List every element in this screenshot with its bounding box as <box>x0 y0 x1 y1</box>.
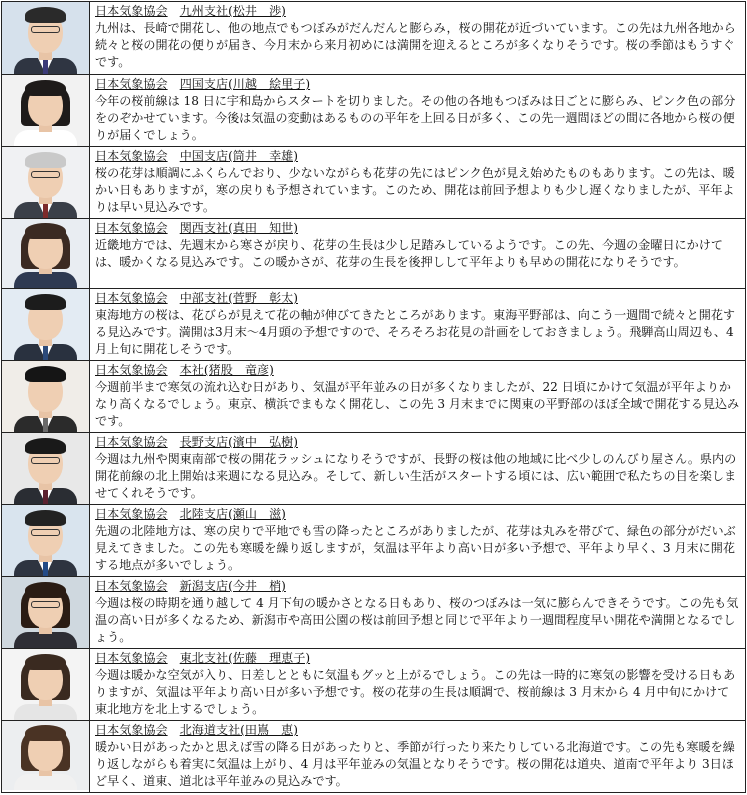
org-name: 日本気象協会 <box>95 291 168 305</box>
branch-name: 中国支店 <box>179 149 229 163</box>
org-name: 日本気象協会 <box>95 4 168 18</box>
comment-cell <box>90 649 746 721</box>
staff-name: (瀬山 滋) <box>228 507 286 521</box>
entry-heading <box>90 147 745 165</box>
forecast-comment: 今週は暖かな空気が入り、日差しとともに気温もグッと上がるでしょう。この先は一時的に寒気の影響を受ける日もありますが、気温は平年より高い日が多い予想です。桜の花芽の生長は順調で、桜前線は 3 月末から 4 月中旬にかけて東北地方を北上するでしょう。 <box>95 668 736 716</box>
branch-row-6 <box>2 361 746 433</box>
branch-name: 長野支店 <box>179 435 229 449</box>
org-name: 日本気象協会 <box>95 723 168 737</box>
forecast-comment: 近畿地方では、先週末から寒さが戻り、花芽の生長は少し足踏みしているようです。この先、今週の金曜日にかけては、暖かくなる見込みです。この暖かさが、花芽の生長を後押しして平年よりも早めの開花になりそうです。 <box>95 238 723 269</box>
entry-heading <box>90 721 745 739</box>
entry-heading <box>90 219 745 237</box>
staff-name: (筒井 幸雄) <box>228 149 298 163</box>
comment-cell <box>90 361 746 433</box>
entry-heading <box>90 505 745 523</box>
entry-heading <box>90 433 745 451</box>
branch-name: 中部支社 <box>179 291 229 305</box>
staff-photo <box>2 289 89 360</box>
branch-row-5 <box>2 289 746 361</box>
staff-photo <box>2 505 89 576</box>
comment-cell <box>90 75 746 147</box>
staff-name: (川越 絵里子) <box>228 77 311 91</box>
org-name: 日本気象協会 <box>95 651 168 665</box>
staff-photo <box>2 219 89 288</box>
forecast-comment: 今年の桜前線は 18 日に宇和島からスタートを切りました。その他の各地もつぼみは日ごとに膨らみ、ピンク色の部分をのぞかせています。今後は気温の変動はあるものの平年を上回る日が多く、この先一週間ほどの間に各地から桜の便りが届くでしょう。 <box>95 94 736 142</box>
staff-photo <box>2 433 89 504</box>
entry-heading <box>90 289 745 307</box>
entry-heading <box>90 2 745 20</box>
org-name: 日本気象協会 <box>95 579 168 593</box>
forecast-comment: 九州は、長崎で開花し、他の地点でもつぼみがだんだんと膨らみ，桜の開花が近づいています。この先は九州各地から続々と桜の開花の便りが届き、今月末から来月初めには満開を迎えるところが多くなりそうです。桜の季節はもうすぐです。 <box>95 21 736 69</box>
staff-photo <box>2 577 89 648</box>
staff-name: (松井 渉) <box>228 4 286 18</box>
branch-name: 関西支社 <box>179 221 229 235</box>
photo-cell <box>2 721 90 793</box>
branch-name: 北陸支店 <box>179 507 229 521</box>
comment-cell <box>90 289 746 361</box>
entry-heading <box>90 75 745 93</box>
branch-name: 北海道支社 <box>179 723 241 737</box>
forecast-comment: 今週は桜の時期を通り越して 4 月下旬の暖かさとなる日もあり、桜のつぼみは一気に膨らんできそうです。この先も気温の高い日が多くなるため、新潟市や高田公園の桜は前回予想と同じで平年より一週間程度早い開花や満開となるでしょう。 <box>95 596 739 644</box>
staff-photo <box>2 361 89 432</box>
entry-heading <box>90 361 745 379</box>
staff-photo <box>2 2 89 74</box>
staff-name: (猪股 竜彦) <box>203 363 274 377</box>
branch-name: 九州支社 <box>179 4 229 18</box>
staff-name: (田嶌 恵) <box>240 723 298 737</box>
branch-row-8 <box>2 505 746 577</box>
branch-row-7 <box>2 433 746 505</box>
staff-name: (真田 知世) <box>228 221 298 235</box>
comment-cell <box>90 219 746 289</box>
branch-row-2 <box>2 75 746 147</box>
photo-cell <box>2 289 90 361</box>
photo-cell <box>2 147 90 219</box>
branch-row-10 <box>2 649 746 721</box>
comment-cell <box>90 505 746 577</box>
photo-cell <box>2 361 90 433</box>
staff-photo <box>2 147 89 218</box>
branch-forecast-table <box>1 1 746 793</box>
forecast-comment: 今週は九州や関東南部で桜の開花ラッシュになりそうですが、長野の桜は他の地域に比べ少しのんびり屋さん。県内の開花前線の北上開始は来週になる見込み。そして、新しい生活がスタートする頃には、広い範囲で私たちの目を楽しませてくれそうです。 <box>95 452 737 500</box>
branch-row-1 <box>2 2 746 75</box>
comment-cell <box>90 577 746 649</box>
branch-name: 本社 <box>179 363 204 377</box>
staff-photo <box>2 75 89 146</box>
staff-name: (濱中 弘樹) <box>228 435 298 449</box>
branch-row-4 <box>2 219 746 289</box>
org-name: 日本気象協会 <box>95 363 168 377</box>
branch-name: 新潟支店 <box>179 579 229 593</box>
org-name: 日本気象協会 <box>95 435 168 449</box>
photo-cell <box>2 433 90 505</box>
photo-cell <box>2 649 90 721</box>
staff-name: (今井 梢) <box>228 579 286 593</box>
comment-cell <box>90 147 746 219</box>
branch-row-11 <box>2 721 746 793</box>
branch-name: 東北支社 <box>179 651 229 665</box>
forecast-comment: 先週の北陸地方は、寒の戻りで平地でも雪の降ったところがありましたが、花芽は丸みを帯びて、緑色の部分がだいぶ見えてきました。この先も寒暖を繰り返しますが，気温は平年より高い日が多い予想で、平年より早く、3 月末に開花する地点が多いでしょう。 <box>95 524 736 572</box>
photo-cell <box>2 75 90 147</box>
org-name: 日本気象協会 <box>95 77 168 91</box>
branch-row-3 <box>2 147 746 219</box>
branch-name: 四国支店 <box>179 77 229 91</box>
staff-photo <box>2 649 89 720</box>
forecast-comment: 東海地方の桜は、花びらが見えて花の軸が伸びてきたところがあります。東海平野部は、向こう一週間で続々と開花する見込みです。満開は3月末〜4月頭の予想ですので、そろそろお花見の計画をしておきましょう。飛騨高山周辺も、4月上旬に開花しそうです。 <box>95 308 736 356</box>
org-name: 日本気象協会 <box>95 149 168 163</box>
org-name: 日本気象協会 <box>95 507 168 521</box>
staff-name: (佐藤 理恵子) <box>228 651 311 665</box>
photo-cell <box>2 2 90 75</box>
forecast-comment: 桜の花芽は順調にふくらんでおり、少ないながらも花芽の先にはピンク色が見え始めたものもあります。この先は、暖かい日もありますが，寒の戻りも予想されています。このため、開花は前回予想よりも少し遅くなりましたが、平年よりは早い見込みです。 <box>95 166 735 214</box>
comment-cell <box>90 721 746 793</box>
org-name: 日本気象協会 <box>95 221 168 235</box>
photo-cell <box>2 577 90 649</box>
comment-cell <box>90 433 746 505</box>
entry-heading <box>90 577 745 595</box>
staff-photo <box>2 721 89 790</box>
photo-cell <box>2 219 90 289</box>
comment-cell <box>90 2 746 75</box>
photo-cell <box>2 505 90 577</box>
forecast-comment: 暖かい日があったかと思えば雪の降る日があったりと、季節が行ったり来たりしている北海道です。この先も寒暖を繰り返しながらも着実に気温は上がり、4 月は平年並みの気温となりそうです。桜の開花は道央、道南で平年より 3日ほど早く、道東、道北は平年並みの見込みです。 <box>95 740 735 788</box>
branch-row-9 <box>2 577 746 649</box>
forecast-comment: 今週前半まで寒気の流れ込む日があり、気温が平年並みの日が多くなりましたが、22 日頃にかけて気温が平年よりかなり高くなるでしょう。東京、横浜でまもなく開花し、この先 3 月末までに関東の平野部のほぼ全域で開花する見込みです。 <box>95 380 740 428</box>
staff-name: (菅野 彰太) <box>228 291 298 305</box>
entry-heading <box>90 649 745 667</box>
